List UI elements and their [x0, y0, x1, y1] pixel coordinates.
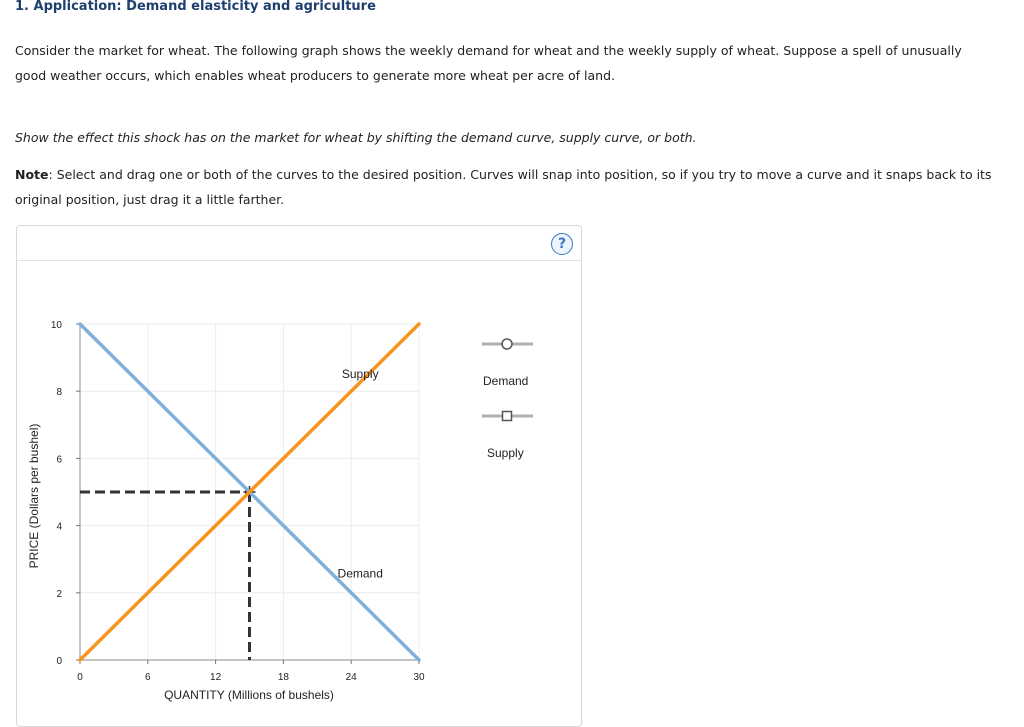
x-tick-label: 0 — [77, 672, 83, 683]
note-body: : Select and drag one or both of the curves to the desired position. Curves will snap into position, so if you try to move a curve and it snaps back to its original position, just drag it a little farther. — [15, 167, 992, 207]
y-axis-label: PRICE (Dollars per bushel) — [27, 423, 41, 569]
legend-demand-marker — [502, 339, 512, 349]
supply-curve-label: Supply — [341, 366, 379, 381]
intro-text: Consider the market for wheat. The following graph shows the weekly demand for wheat and the weekly supply of wheat. Suppose a spell of unusually good weather occurs, which enables wheat producers to generate more wheat per acre of land. — [15, 43, 962, 83]
x-tick-label: 6 — [145, 672, 151, 683]
y-tick-label: 6 — [56, 454, 62, 466]
x-tick-label: 30 — [413, 672, 425, 683]
note-text — [15, 162, 1005, 212]
legend-supply-marker — [503, 412, 512, 421]
y-tick-label: 4 — [56, 521, 62, 533]
help-icon[interactable]: ? — [551, 233, 573, 255]
x-tick-label: 24 — [345, 672, 357, 683]
supply-demand-chart — [17, 226, 581, 718]
demand-curve-label: Demand — [337, 566, 383, 581]
y-tick-label: 10 — [50, 320, 62, 331]
x-axis-label: QUANTITY (Millions of bushels) — [164, 688, 334, 702]
legend-supply-tool[interactable] — [482, 412, 533, 421]
y-tick-label: 8 — [56, 387, 62, 399]
note-label: Note — [15, 167, 49, 182]
x-tick-label: 18 — [277, 672, 289, 683]
instruction-text: Show the effect this shock has on the market for wheat by shifting the demand curve, supply curve, or both. — [15, 130, 697, 145]
legend-demand-label: Demand — [483, 374, 529, 388]
graph-panel — [16, 225, 582, 727]
y-tick-label: 0 — [56, 656, 62, 667]
legend-supply-label: Supply — [487, 446, 524, 460]
legend-demand-tool[interactable] — [482, 339, 533, 349]
x-tick-label: 12 — [210, 672, 222, 683]
page-title: 1. Application: Demand elasticity and agriculture — [15, 0, 376, 14]
y-tick-label: 2 — [56, 588, 62, 600]
